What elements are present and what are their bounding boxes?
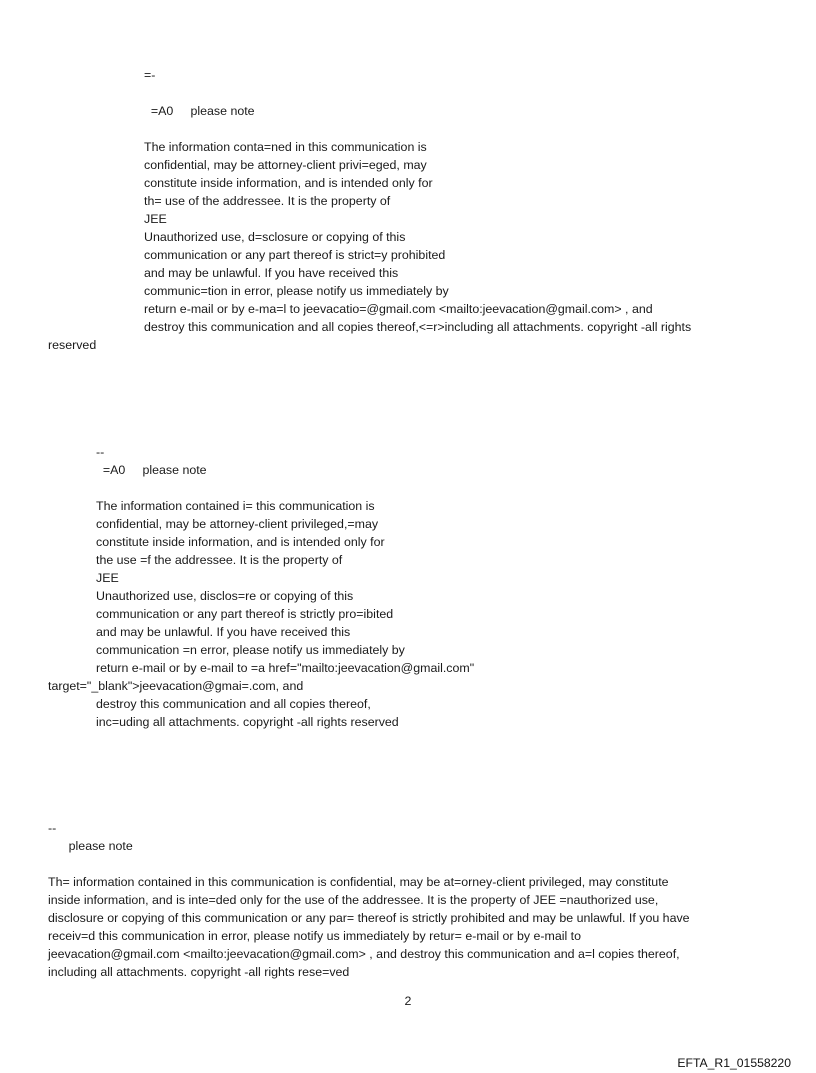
- block2-line: inc=uding all attachments. copyright -all rights reserved: [96, 715, 399, 729]
- block2-line: destroy this communication and all copies thereof,: [96, 697, 371, 711]
- block2-line: communication or any part thereof is strictly pro=ibited: [96, 607, 394, 621]
- block1-line: =-: [144, 68, 156, 82]
- block1-line: and may be unlawful. If you have received this: [144, 266, 399, 280]
- block2-line: Unauthorized use, disclos=re or copying of this: [96, 589, 354, 603]
- block1-line: communication or any part thereof is strict=y prohibited: [144, 248, 446, 262]
- block1-line: communic=tion in error, please notify us immediately by: [144, 284, 449, 298]
- block1-line: constitute inside information, and is intended only for: [144, 176, 433, 190]
- block1-line: th= use of the addressee. It is the property of: [144, 194, 391, 208]
- block1-line: =A0 please note: [144, 104, 255, 118]
- block3-line: inside information, and is inte=ded only for the use of the addressee. It is the property of JEE =nauthorized use,: [48, 893, 659, 907]
- block2-line: constitute inside information, and is intended only for: [96, 535, 385, 549]
- block2-line: the use =f the addressee. It is the property of: [96, 553, 343, 567]
- block1-line: confidential, may be attorney-client privi=eged, may: [144, 158, 427, 172]
- block1-line: reserved: [48, 338, 97, 352]
- block3-line: disclosure or copying of this communication or any par= thereof is strictly prohibited and may be unlawful. If you have: [48, 911, 690, 925]
- block1-line: JEE: [144, 212, 167, 226]
- block2-line: confidential, may be attorney-client privileged,=may: [96, 517, 379, 531]
- block3-line: jeevacation@gmail.com <mailto:jeevacation@gmail.com> , and destroy this communication and a=l copies thereof,: [48, 947, 680, 961]
- block1-line: Unauthorized use, d=sclosure or copying of this: [144, 230, 406, 244]
- block2-line: target="_blank">jeevacation@gmai=.com, and: [48, 679, 304, 693]
- block3-line: receiv=d this communication in error, please notify us immediately by retur= e-mail or by e-mail to: [48, 929, 582, 943]
- block3-line: please note: [48, 839, 133, 853]
- block2-line: JEE: [96, 571, 119, 585]
- block2-line: and may be unlawful. If you have received this: [96, 625, 351, 639]
- block2-line: =A0 please note: [96, 463, 207, 477]
- block3-line: Th= information contained in this communication is confidential, may be at=orney-client privileged, may constitute: [48, 875, 669, 889]
- block1-line: return e-mail or by e-ma=l to jeevacatio=@gmail.com <mailto:jeevacation@gmail.com> , and: [144, 302, 653, 316]
- block2-line: communication =n error, please notify us immediately by: [96, 643, 405, 657]
- block2-line: The information contained i= this communication is: [96, 499, 375, 513]
- block2-line: return e-mail or by e-mail to =a href="mailto:jeevacation@gmail.com": [96, 661, 475, 675]
- page-number: 2: [404, 994, 412, 1008]
- block1-line: The information conta=ned in this communication is: [144, 140, 427, 154]
- block2-line: --: [96, 445, 105, 459]
- block3-line: including all attachments. copyright -all rights rese=ved: [48, 965, 350, 979]
- block1-line: destroy this communication and all copies thereof,<=r>including all attachments. copyright -all rights: [144, 320, 692, 334]
- block3-line: --: [48, 821, 57, 835]
- document-reference-number: EFTA_R1_01558220: [677, 1056, 791, 1070]
